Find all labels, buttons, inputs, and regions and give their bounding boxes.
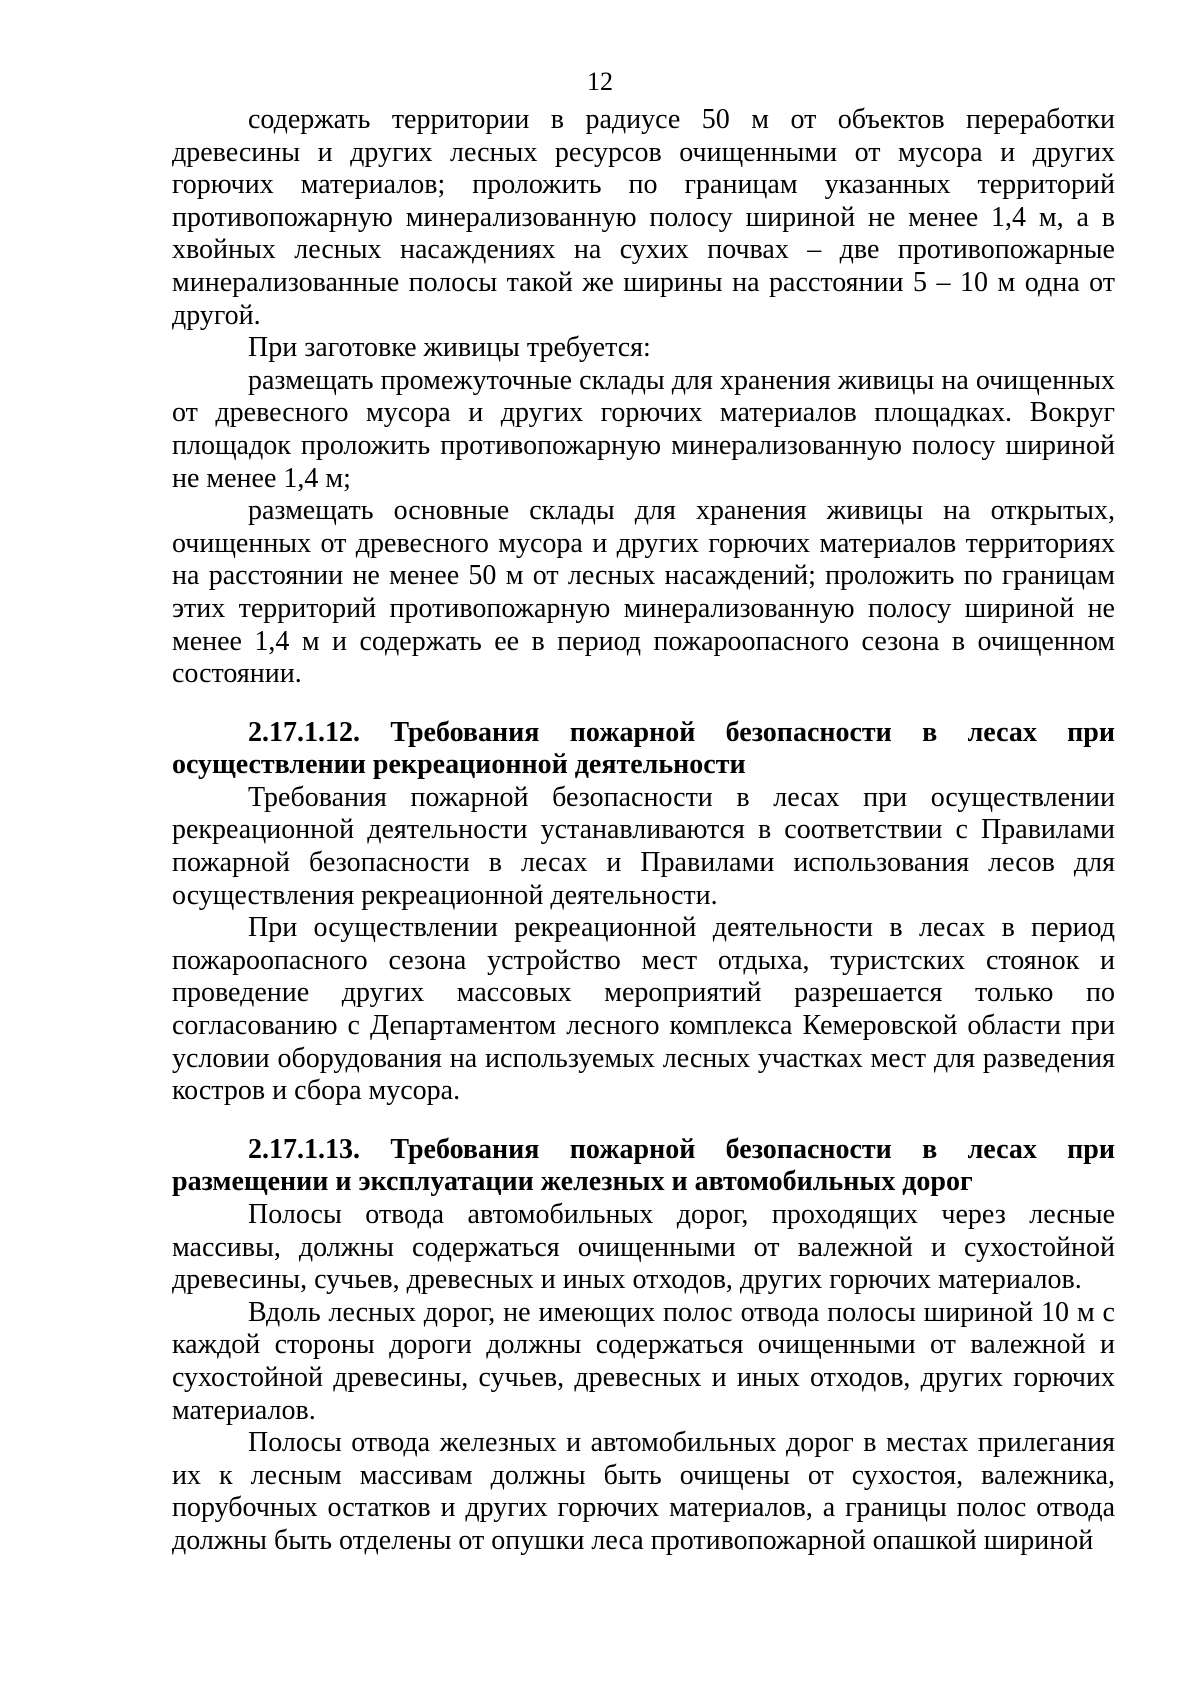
paragraph-forest-roads: Вдоль лесных дорог, не имеющих полос отвода полосы шириной 10 м с каждой стороны дороги должны содержаться очищенными от валежной и сухостойной древесины, сучьев, древесных и иных отходов, других горючих материалов.: [172, 1296, 1115, 1426]
page-number: 12: [587, 67, 613, 96]
section-title: Требования пожарной безопасности в лесах при размещении и эксплуатации железных и автомобильных дорог: [172, 1133, 1116, 1198]
paragraph-main-storage: размещать основные склады для хранения живицы на открытых, очищенных от древесного мусора и других горючих материалов территориях на расстоянии не менее 50 м от лесных насаждений; проложить по границам этих территорий противопожарную минерализованную полосу шириной не менее 1,4 м и содержать ее в период пожароопасного сезона в очищенном состоянии.: [172, 495, 1115, 690]
section-heading-2-17-1-13: [172, 1134, 1115, 1199]
document-body: [172, 104, 1115, 1558]
paragraph-recreation-requirements: Требования пожарной безопасности в лесах при осуществлении рекреационной деятельности устанавливаются в соответствии с Правилами пожарной безопасности в лесах и Правилами использования лесов для осуществления рекреационной деятельности.: [172, 781, 1115, 911]
section-number: 2.17.1.13.: [248, 1133, 360, 1165]
paragraph-resin-intro: При заготовке живицы требуется:: [248, 332, 651, 364]
section-number: 2.17.1.12.: [248, 716, 360, 748]
paragraph-recreation-season: При осуществлении рекреационной деятельности в лесах в период пожароопасного сезона устройство мест отдыха, туристских стоянок и проведение других массовых мероприятий разрешается только по согласованию с Департаментом лесного комплекса Кемеровской области при условии оборудования на используемых лесных участках мест для разведения костров и сбора мусора.: [172, 912, 1115, 1107]
section-title: Требования пожарной безопасности в лесах при осуществлении рекреационной деятельности: [172, 716, 1116, 781]
paragraph-continuation: содержать территории в радиусе 50 м от объектов переработки древесины и других лесных ресурсов очищенными от мусора и других горючих материалов; проложить по границам указанных территорий противопожарную минерализованную полосу шириной не менее 1,4 м, а в хвойных лесных насаждениях на сухих почвах – две противопожарные минерализованные полосы такой же ширины на расстоянии 5 – 10 м одна от другой.: [172, 104, 1115, 331]
paragraph-rail-road-allowance: Полосы отвода железных и автомобильных дорог в местах прилегания их к лесным массивам должны быть очищены от сухостоя, валежника, порубочных остатков и других горючих материалов, а границы полос отвода должны быть отделены от опушки леса противопожарной опашкой шириной: [172, 1427, 1115, 1556]
paragraph-road-allowance: Полосы отвода автомобильных дорог, проходящих через лесные массивы, должны содержаться очищенными от валежной и сухостойной древесины, сучьев, древесных и иных отходов, других горючих материалов.: [172, 1199, 1115, 1296]
paragraph-intermediate-storage: размещать промежуточные склады для хранения живицы на очищенных от древесного мусора и других горючих материалов площадках. Вокруг площадок проложить противопожарную минерализованную полосу шириной не менее 1,4 м;: [172, 364, 1115, 494]
section-heading-2-17-1-12: [172, 717, 1115, 782]
